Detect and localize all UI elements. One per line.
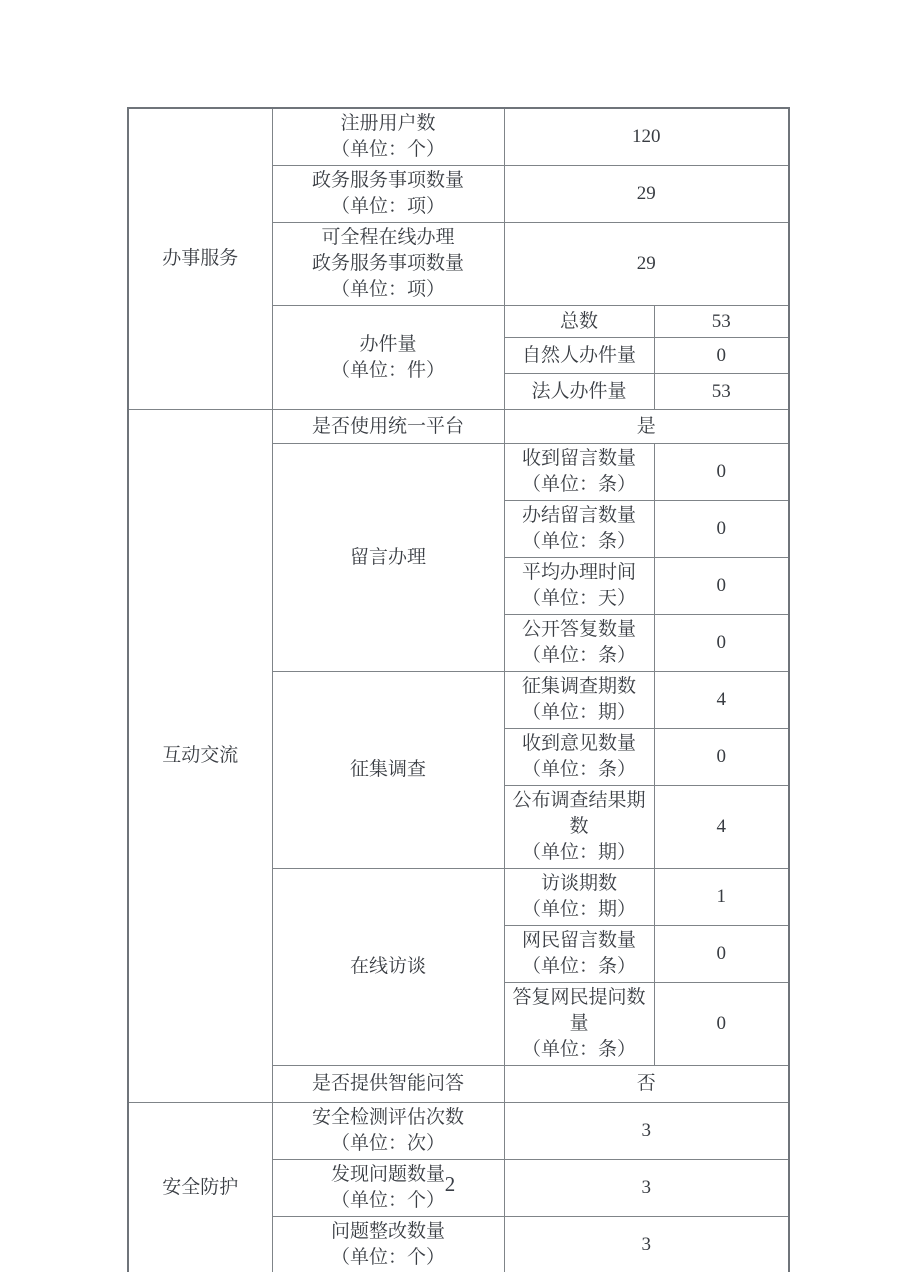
item-unit: （单位：条）: [521, 474, 636, 495]
group-label-case-volume: [272, 306, 504, 410]
subrow-label-legal-person: 法人办件量: [504, 374, 654, 410]
page-number: 2: [444, 1172, 456, 1196]
item-unit: （单位：个）: [330, 1190, 445, 1211]
item-label: 办件量: [359, 333, 417, 355]
item-label: 访谈期数: [540, 873, 617, 894]
item-unit: （单位：件）: [330, 359, 445, 381]
row-value-registered-users: 120: [504, 108, 789, 166]
item-unit: （单位：条）: [521, 759, 636, 780]
subrow-label-avg-handling-time: [504, 558, 654, 615]
item-label: 答复网民提问数量: [512, 987, 646, 1034]
item-label: 公布调查结果期数: [512, 790, 646, 837]
row-value-service-items: 29: [504, 166, 789, 223]
row-label-smart-qa: 是否提供智能问答: [272, 1066, 504, 1103]
group-label-online-interview: 在线访谈: [272, 869, 504, 1066]
item-label: 办结留言数量: [521, 505, 636, 526]
row-label-unified-platform: 是否使用统一平台: [272, 410, 504, 444]
subrow-label-total: 总数: [504, 306, 654, 338]
group-label-message-handling: 留言办理: [272, 444, 504, 672]
subrow-value-results-published: 4: [654, 786, 789, 869]
subrow-value-opinions-received: 0: [654, 729, 789, 786]
section-label-interaction: [128, 410, 272, 1103]
item-label: 政务服务事项数量: [311, 170, 464, 191]
item-unit: （单位：条）: [521, 956, 636, 977]
item-label: 收到留言数量: [521, 448, 636, 469]
item-unit: （单位：期）: [521, 702, 636, 723]
row-value-smart-qa: 否: [504, 1066, 789, 1103]
subrow-value-natural-person: 0: [654, 338, 789, 374]
item-unit: （单位：项）: [330, 279, 445, 300]
subrow-label-natural-person: 自然人办件量: [504, 338, 654, 374]
subrow-value-netizen-messages: 0: [654, 926, 789, 983]
section-title: 办事服务: [162, 248, 239, 269]
subrow-label-messages-received: [504, 444, 654, 501]
item-unit: （单位：期）: [521, 899, 636, 920]
subrow-label-questions-answered: [504, 983, 654, 1066]
item-label: 安全检测评估次数: [311, 1107, 464, 1128]
subrow-label-netizen-messages: [504, 926, 654, 983]
subrow-value-total: 53: [654, 306, 789, 338]
item-label: 问题整改数量: [330, 1221, 445, 1242]
row-value-assessments: 3: [504, 1103, 789, 1160]
item-label: 网民留言数量: [521, 930, 636, 951]
row-label-online-full-process: [272, 223, 504, 306]
row-value-unified-platform: 是: [504, 410, 789, 444]
subrow-value-legal-person: 53: [654, 374, 789, 410]
row-label-problems-fixed: [272, 1217, 504, 1272]
item-unit: （单位：期）: [521, 842, 636, 863]
row-value-problems-fixed: 3: [504, 1217, 789, 1272]
item-unit: （单位：天）: [521, 588, 636, 609]
item-unit: （单位：个）: [330, 1247, 445, 1268]
subrow-value-messages-received: 0: [654, 444, 789, 501]
subrow-value-messages-completed: 0: [654, 501, 789, 558]
row-value-problems-found: 3: [504, 1160, 789, 1217]
item-label: 注册用户数: [340, 113, 436, 134]
item-label-line1: 可全程在线办理: [321, 227, 455, 248]
report-table: [127, 107, 790, 1272]
item-label: 公开答复数量: [521, 619, 636, 640]
subrow-label-interview-periods: [504, 869, 654, 926]
row-label-service-items: [272, 166, 504, 223]
subrow-value-public-replies: 0: [654, 615, 789, 672]
subrow-label-opinions-received: [504, 729, 654, 786]
item-unit: （单位：条）: [521, 531, 636, 552]
section-title: 互动交流: [162, 745, 239, 766]
row-label-registered-users: [272, 108, 504, 166]
subrow-label-results-published: [504, 786, 654, 869]
subrow-value-survey-periods: 4: [654, 672, 789, 729]
subrow-label-survey-periods: [504, 672, 654, 729]
row-value-online-full-process: 29: [504, 223, 789, 306]
item-unit: （单位：条）: [521, 1039, 636, 1060]
item-unit: （单位：个）: [330, 139, 445, 160]
section-title: 安全防护: [162, 1177, 239, 1198]
group-label-survey: 征集调查: [272, 672, 504, 869]
item-unit: （单位：项）: [330, 196, 445, 217]
subrow-label-public-replies: [504, 615, 654, 672]
item-label-line2: 政务服务事项数量: [311, 253, 464, 274]
subrow-value-avg-handling-time: 0: [654, 558, 789, 615]
item-label: 平均办理时间: [521, 562, 636, 583]
subrow-value-questions-answered: 0: [654, 983, 789, 1066]
row-label-assessments: [272, 1103, 504, 1160]
subrow-value-interview-periods: 1: [654, 869, 789, 926]
item-unit: （单位：条）: [521, 645, 636, 666]
item-label: 征集调查期数: [521, 676, 636, 697]
subrow-label-messages-completed: [504, 501, 654, 558]
item-unit: （单位：次）: [330, 1133, 445, 1154]
item-label: 收到意见数量: [521, 733, 636, 754]
item-label: 发现问题数量: [330, 1164, 445, 1185]
section-label-service: [128, 108, 272, 410]
